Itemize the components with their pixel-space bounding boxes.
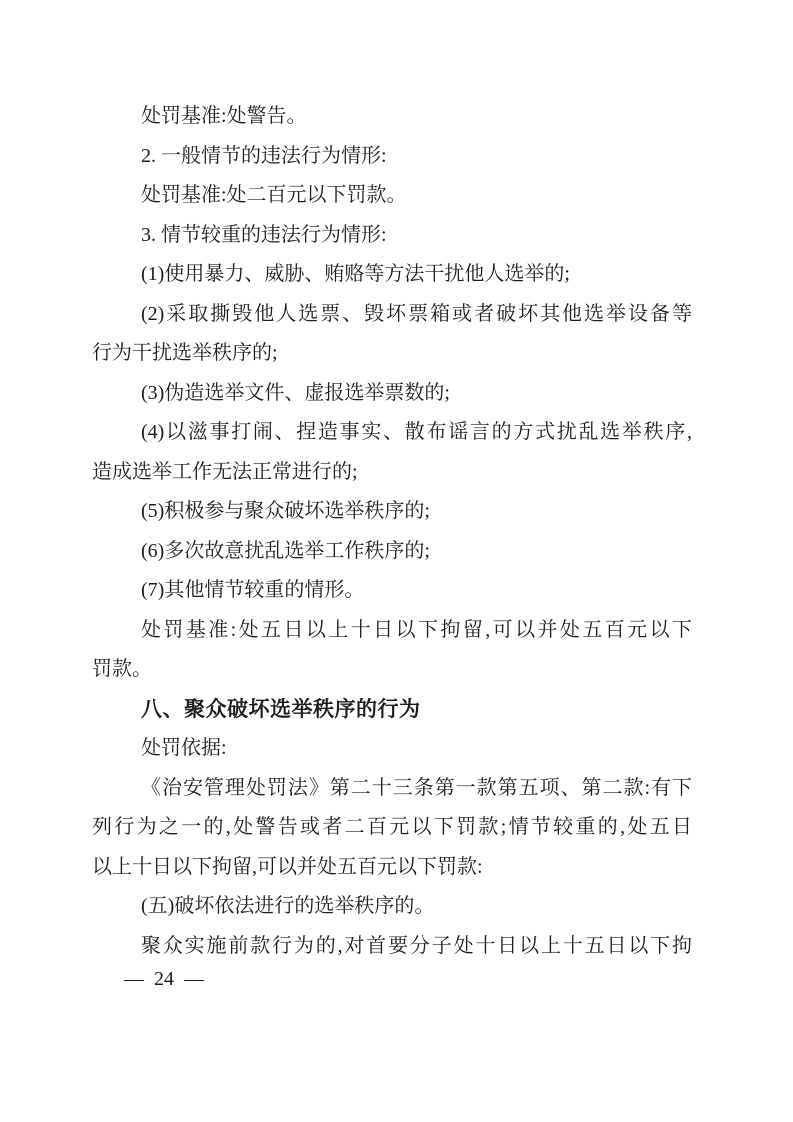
text-line: 3. 情节较重的违法行为情形:: [141, 223, 387, 246]
text-line: (3)伪造选举文件、虚报选举票数的;: [141, 381, 450, 404]
page-number: — 24 —: [124, 968, 204, 990]
text-line: 处罚基准:处警告。: [141, 105, 307, 127]
text-line: (7)其他情节较重的情形。: [141, 579, 365, 601]
text-line: 处罚依据:: [141, 737, 227, 759]
text-line: (4)以滋事打闹、捏造事实、散布谣言的方式扰乱选举秩序,: [141, 421, 692, 443]
text-line: (5)积极参与聚众破坏选举秩序的;: [141, 500, 430, 522]
document-text: [92, 97, 692, 966]
text-line: 行为干扰选举秩序的;: [92, 342, 278, 364]
text-line: 列行为之一的,处警告或者二百元以下罚款;情节较重的,处五日: [92, 816, 692, 838]
text-line: (1)使用暴力、威胁、贿赂等方法干扰他人选举的;: [141, 263, 570, 285]
text-line: 聚众实施前款行为的,对首要分子处十日以上十五日以下拘: [141, 934, 692, 957]
text-line: 以上十日以下拘留,可以并处五百元以下罚款:: [92, 855, 483, 878]
text-line: (五)破坏依法进行的选举秩序的。: [141, 895, 435, 917]
text-line: 《治安管理处罚法》第二十三条第一款第五项、第二款:有下: [141, 776, 692, 799]
text-line: 处罚基准:处五日以上十日以下拘留,可以并处五百元以下: [141, 618, 692, 641]
text-line: 处罚基准:处二百元以下罚款。: [141, 184, 407, 206]
text-line: (6)多次故意扰乱选举工作秩序的;: [141, 539, 430, 562]
text-line: 罚款。: [92, 658, 152, 680]
text-line: (2)采取撕毁他人选票、毁坏票箱或者破坏其他选举设备等: [141, 302, 692, 325]
text-line: 造成选举工作无法正常进行的;: [92, 460, 358, 483]
section-heading: 八、聚众破坏选举秩序的行为: [141, 697, 421, 721]
text-line: 2. 一般情节的违法行为情形:: [141, 144, 387, 167]
